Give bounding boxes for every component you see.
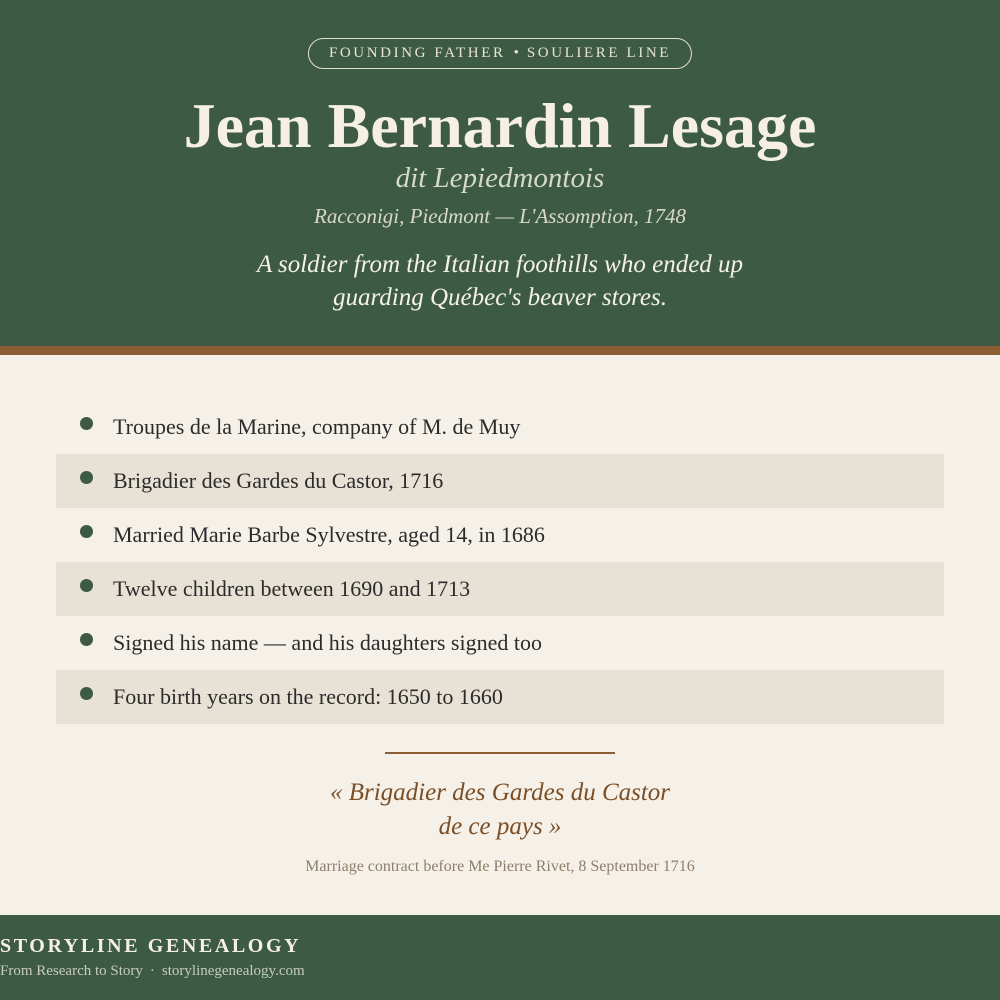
list-item [56, 508, 944, 562]
fact-text: Married Marie Barbe Sylvestre, aged 14, in 1686 [113, 522, 545, 547]
bullet-icon [80, 471, 93, 484]
fact-text: Twelve children between 1690 and 1713 [113, 576, 471, 601]
list-item [56, 616, 944, 670]
footer-brand: STORYLINE GENEALOGY [0, 935, 302, 957]
bullet-icon [80, 633, 93, 646]
list-item [56, 400, 944, 454]
footer-slogan: From Research to Story [0, 963, 143, 979]
tagline-line-2: guarding Québec's beaver stores. [333, 284, 667, 311]
quote-line-2: de ce pays » [438, 813, 562, 840]
list-item [56, 454, 944, 508]
fact-list [56, 400, 944, 724]
bullet-icon [80, 579, 93, 592]
list-item [56, 670, 944, 724]
bullet-icon [80, 417, 93, 430]
footer-tagline [0, 961, 1000, 981]
quote-divider [385, 752, 615, 754]
fact-text: Brigadier des Gardes du Castor, 1716 [113, 468, 444, 493]
bullet-icon [80, 687, 93, 700]
fact-text: Signed his name — and his daughters signed too [113, 630, 542, 655]
ancestor-name: Jean Bernardin Lesage [183, 90, 817, 161]
lineage-badge [308, 38, 692, 69]
badge-label-founding: FOUNDING FATHER [328, 45, 506, 61]
footer-separator: · [149, 963, 155, 979]
quote-line-1: « Brigadier des Gardes du Castor [329, 779, 671, 806]
quote-source: Marriage contract before Me Pierre Rivet, 8 September 1716 [305, 858, 695, 875]
tagline-line-1: A soldier from the Italian foothills who ended up [256, 251, 744, 278]
dit-name: dit Lepiedmontois [395, 162, 605, 194]
pull-quote [0, 776, 1000, 844]
badge-separator: • [513, 45, 519, 61]
list-item [56, 562, 944, 616]
birth-death-places: Racconigi, Piedmont — L'Assomption, 1748 [314, 204, 686, 228]
header-accent-band [0, 346, 1000, 355]
fact-text: Four birth years on the record: 1650 to 1660 [113, 684, 503, 709]
fact-text: Troupes de la Marine, company of M. de Muy [113, 414, 521, 439]
badge-label-line: SOULIERE LINE [526, 45, 672, 61]
bullet-icon [80, 525, 93, 538]
tagline [0, 248, 1000, 314]
header-panel [0, 0, 1000, 346]
footer-website: storylinegenealogy.com [161, 963, 305, 979]
